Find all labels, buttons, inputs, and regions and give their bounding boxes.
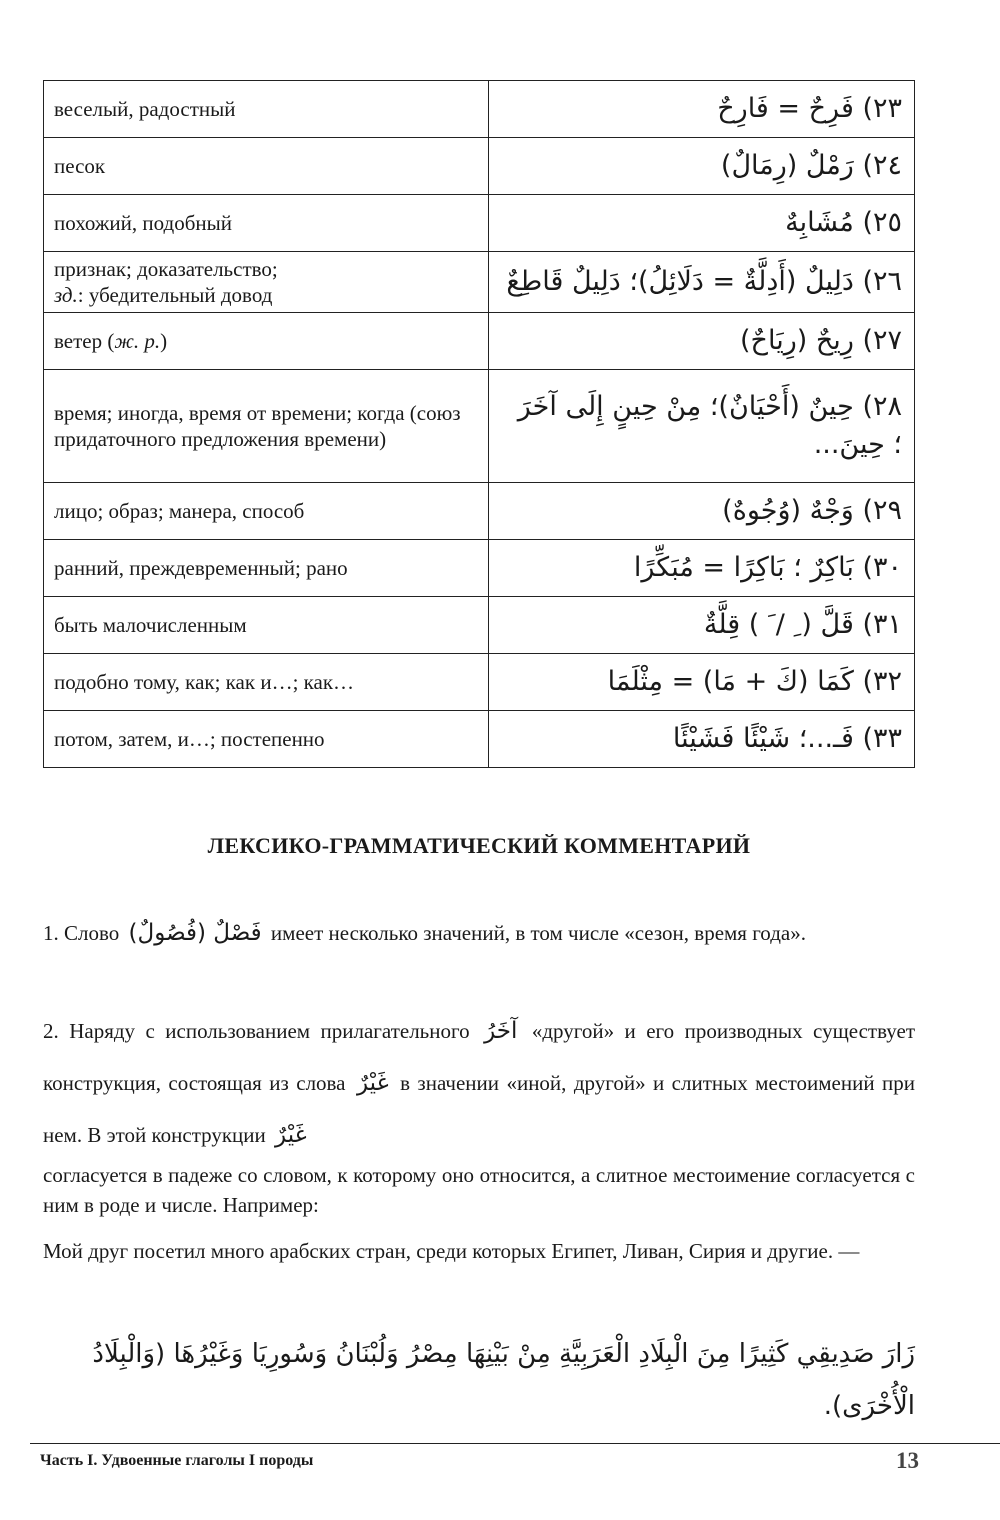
vocab-row bbox=[44, 654, 915, 711]
vocab-row bbox=[44, 483, 915, 540]
vocab-russian: время; иногда, время от времени; когда (союз придаточного предложения времени) bbox=[44, 370, 489, 483]
vocab-arabic-text: مُشَابِهٌ bbox=[785, 207, 854, 238]
vocab-row bbox=[44, 370, 915, 483]
vocab-russian: потом, затем, и…; постепенно bbox=[44, 711, 489, 768]
example-russian: Мой друг посетил много арабских стран, среди которых Египет, Ливан, Сирия и другие. — bbox=[43, 1239, 860, 1263]
vocab-arabic: ٣٠) بَاكِرٌ ؛ بَاكِرًا = مُبَكِّرًا bbox=[489, 540, 915, 597]
vocab-row bbox=[44, 252, 915, 313]
vocab-number: ٢٨ bbox=[872, 391, 902, 422]
vocab-russian bbox=[44, 252, 489, 313]
vocab-number: ٢٦ bbox=[872, 266, 902, 297]
vocab-russian-text: признак; доказательство; bbox=[54, 257, 278, 281]
p2-text-c: в значении «иной, другой» и слитных местоимений при нем. В этой конструкции bbox=[43, 1071, 916, 1147]
vocab-row bbox=[44, 711, 915, 768]
vocab-number: ٣٠ bbox=[872, 552, 902, 583]
section-heading: ЛЕКСИКО-ГРАММАТИЧЕСКИЙ КОММЕНТАРИЙ bbox=[207, 833, 751, 858]
arabic-word-ghayr: غَيْرٌ bbox=[356, 1070, 389, 1096]
vocab-russian: подобно тому, как; как и…; как… bbox=[44, 654, 489, 711]
p2-text-d: согласуется в падеже со словом, к которому оно относится, а слитное местоимение согласуется с ним в роде и числе. Например: bbox=[43, 1163, 915, 1217]
vocab-russian bbox=[44, 313, 489, 370]
vocab-russian-after: ) bbox=[160, 329, 168, 353]
vocab-number: ٢٤ bbox=[872, 150, 902, 181]
vocab-number: ٢٩ bbox=[872, 495, 902, 526]
vocab-arabic-text: فَرِحٌ = فَارِحٌ bbox=[717, 93, 854, 124]
vocab-russian: лицо; образ; манера, способ bbox=[44, 483, 489, 540]
p2-text-b: «другой» и его производных существует конструкция, состоящая из слова bbox=[43, 1019, 916, 1095]
arabic-word: فَصْلٌ (فُصُولٌ) bbox=[128, 920, 262, 946]
vocab-row bbox=[44, 597, 915, 654]
page-number: 13 bbox=[896, 1448, 919, 1473]
vocab-russian-text: ветер ( bbox=[54, 329, 115, 353]
arabic-word-ghayr-2: غَيْرٌ bbox=[275, 1122, 307, 1148]
vocab-arabic: ٢٥) مُشَابِهٌ bbox=[489, 195, 915, 252]
vocabulary-table bbox=[43, 80, 915, 768]
footer-divider bbox=[30, 1443, 1000, 1444]
paragraph-2 bbox=[43, 1005, 915, 1161]
vocab-russian: похожий, подобный bbox=[44, 195, 489, 252]
p1-text-after: имеет несколько значений, в том числе «сезон, время года». bbox=[270, 921, 806, 945]
vocab-arabic: ٢٨) حِينٌ (أَحْيَانٌ)؛ مِنْ حِينٍ إِلَى آخَرَ ؛ حِينَ... bbox=[489, 370, 915, 483]
vocab-note: : убедительный довод bbox=[77, 283, 273, 307]
vocab-arabic-text: وَجْهٌ (وُجُوهٌ) bbox=[722, 495, 854, 526]
vocab-number: ٣١ bbox=[872, 609, 902, 640]
vocab-number: ٢٣ bbox=[872, 93, 902, 124]
note-label: ж. р. bbox=[114, 329, 161, 353]
p1-text-before: 1. Слово bbox=[43, 921, 120, 945]
vocab-russian: ранний, преждевременный; рано bbox=[44, 540, 489, 597]
arabic-word-akhar: آخَرُ bbox=[484, 1018, 518, 1044]
vocab-arabic-text: حِينٌ (أَحْيَانٌ)؛ مِنْ حِينٍ إِلَى آخَرَ ؛ حِينَ... bbox=[517, 391, 902, 460]
vocab-arabic: ٢٩) وَجْهٌ (وُجُوهٌ) bbox=[489, 483, 915, 540]
vocab-arabic: ٢٦) دَلِيلٌ (أَدِلَّةٌ = دَلَائِلُ)؛ دَلِيلٌ قَاطِعٌ bbox=[489, 252, 915, 313]
vocab-row bbox=[44, 313, 915, 370]
vocab-arabic-text: قَلَّ ( ِ / َ ) قِلَّةٌ bbox=[703, 609, 854, 640]
vocab-arabic-text: دَلِيلٌ (أَدِلَّةٌ = دَلَائِلُ)؛ دَلِيلٌ قَاطِعٌ bbox=[506, 266, 854, 297]
vocab-arabic: ٣٢) كَمَا (كَ + مَا) = مِثْلَمَا bbox=[489, 654, 915, 711]
vocab-row bbox=[44, 81, 915, 138]
vocab-russian: быть малочисленным bbox=[44, 597, 489, 654]
vocab-number: ٢٧ bbox=[872, 325, 902, 356]
example-arabic: زَارَ صَدِيقِي كَثِيرًا مِنَ الْبِلَادِ الْعَرَبِيَّةِ مِنْ بَيْنِهَا مِصْرُ وَلُبْنَانُ وَسُورِيَا وَغَيْرُهَا (وَالْبِلَادُ الْأُخْرَى). bbox=[92, 1339, 915, 1421]
vocab-arabic-text: بَاكِرٌ ؛ بَاكِرًا = مُبَكِّرًا bbox=[633, 552, 854, 583]
paragraph-2-cont bbox=[43, 1160, 915, 1220]
vocab-number: ٣٣ bbox=[872, 723, 902, 754]
vocab-arabic: ٢٧) رِيحٌ (رِيَاحٌ) bbox=[489, 313, 915, 370]
vocab-arabic: ٣٣) فَـ...؛ شَيْئًا فَشَيْئًا bbox=[489, 711, 915, 768]
vocab-arabic: ٢٣) فَرِحٌ = فَارِحٌ bbox=[489, 81, 915, 138]
vocab-arabic: ٣١) قَلَّ ( ِ / َ ) قِلَّةٌ bbox=[489, 597, 915, 654]
vocab-russian: песок bbox=[44, 138, 489, 195]
vocab-arabic: ٢٤) رَمْلٌ (رِمَالٌ) bbox=[489, 138, 915, 195]
vocab-arabic-text: رِيحٌ (رِيَاحٌ) bbox=[740, 325, 854, 356]
vocab-row bbox=[44, 138, 915, 195]
vocab-arabic-text: كَمَا (كَ + مَا) = مِثْلَمَا bbox=[607, 666, 854, 697]
vocab-number: ٢٥ bbox=[872, 207, 902, 238]
vocab-row bbox=[44, 540, 915, 597]
paragraph-1 bbox=[43, 918, 915, 948]
p2-text-a: 2. Наряду с использованием прилагательного bbox=[43, 1019, 470, 1043]
footer-title: Часть I. Удвоенные глаголы I породы bbox=[40, 1452, 314, 1469]
note-label: зд. bbox=[54, 283, 78, 307]
vocab-russian: веселый, радостный bbox=[44, 81, 489, 138]
vocab-arabic-text: فَـ...؛ شَيْئًا فَشَيْئًا bbox=[672, 723, 854, 754]
vocab-row bbox=[44, 195, 915, 252]
vocab-number: ٣٢ bbox=[872, 666, 902, 697]
vocab-arabic-text: رَمْلٌ (رِمَالٌ) bbox=[720, 150, 854, 181]
